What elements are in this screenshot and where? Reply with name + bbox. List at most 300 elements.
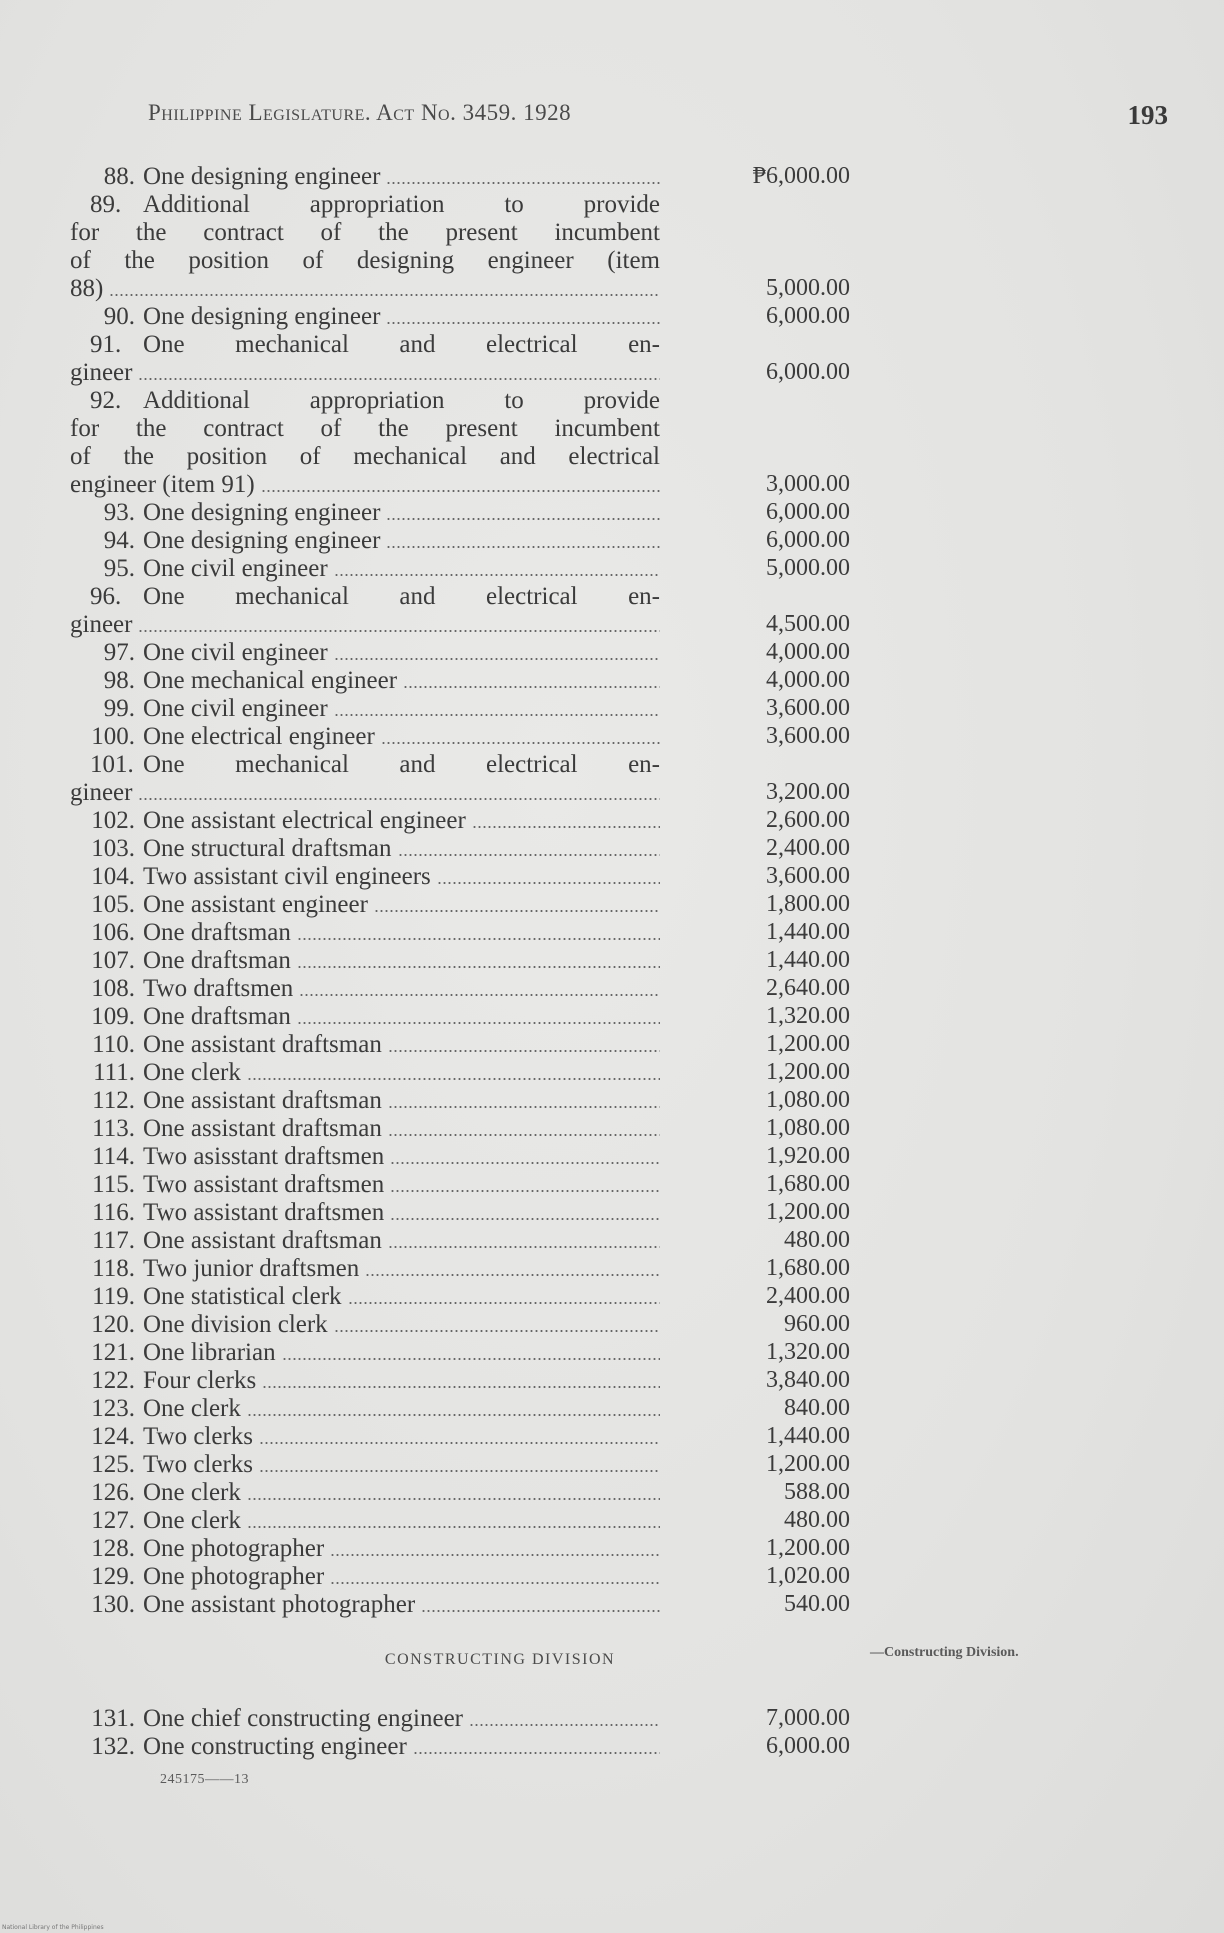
item-line [70,1003,660,1031]
item-text: One photographer [143,1563,325,1590]
item-description [70,835,660,863]
item-text: One clerk [143,1479,241,1506]
item-line [70,611,660,639]
item-description [70,807,660,835]
dot-leader [330,1554,660,1556]
dot-leader [247,1414,660,1416]
item-description [70,1199,660,1227]
item-line [70,443,660,471]
item-text: Two clerks [143,1451,254,1478]
appropriation-item [0,863,1224,891]
item-amount: 3,600.00 [766,863,850,889]
item-text: Two clerks [143,1423,254,1450]
margin-note: —Constructing Division. [870,1645,1019,1660]
item-amount: 5,000.00 [766,555,850,581]
item-number: 117. [92,1227,135,1254]
item-description [70,555,660,583]
item-text: Two assistant draftsmen [143,1199,385,1226]
item-number: 98. [103,667,135,694]
item-amount: 1,800.00 [766,891,850,917]
item-line [70,667,660,695]
item-description [70,1143,660,1171]
item-amount: 1,080.00 [766,1087,850,1113]
item-description [70,583,660,639]
item-line [70,947,660,975]
dot-leader [261,490,660,492]
item-amount: 840.00 [784,1395,850,1421]
item-number: 112. [92,1087,135,1114]
appropriation-item [0,1367,1224,1395]
item-amount: 1,440.00 [766,947,850,973]
item-line [70,163,660,191]
dot-leader [247,1526,660,1528]
item-description [70,163,660,191]
appropriation-item [0,639,1224,667]
item-amount: 3,600.00 [766,723,850,749]
item-line [70,1507,660,1535]
running-head: Philippine Legislature. Act No. 3459. 1928 [148,100,572,125]
item-number: 113. [92,1115,135,1142]
item-description [70,1087,660,1115]
item-description [70,191,660,303]
appropriation-item [0,1227,1224,1255]
item-line [70,1563,660,1591]
item-number: 126. [91,1479,135,1506]
item-text: One assistant draftsman [143,1227,382,1254]
item-text: 88) [70,275,104,302]
item-text: One draftsman [143,947,291,974]
item-text: One assistant electrical engineer [143,807,466,834]
appropriation-item [0,1733,1224,1761]
item-number: 127. [91,1507,135,1534]
dot-leader [413,1752,660,1754]
appropriation-item [0,191,1224,303]
item-line [70,1423,660,1451]
item-description [70,1705,660,1733]
item-text: One mechanical and electrical en- [143,331,660,358]
item-line [70,1705,660,1733]
item-amount: 1,320.00 [766,1003,850,1029]
dot-leader [469,1724,660,1726]
item-number: 96. [90,583,122,610]
appropriation-item [0,891,1224,919]
item-number: 125. [91,1451,135,1478]
item-amount: 1,200.00 [766,1031,850,1057]
item-text: gineer [70,359,133,386]
item-line [70,1143,660,1171]
item-description [70,1059,660,1087]
item-number: 106. [91,919,135,946]
item-line [70,387,660,415]
item-amount: ₱6,000.00 [752,163,850,189]
item-description [70,1031,660,1059]
item-amount: 1,680.00 [766,1171,850,1197]
item-number: 104. [91,863,135,890]
item-line [70,723,660,751]
item-description [70,975,660,1003]
item-number: 100. [91,723,135,750]
appropriation-item [0,835,1224,863]
item-text: One assistant photographer [143,1591,416,1618]
item-line [70,835,660,863]
item-number: 89. [90,191,122,218]
item-text: One chief constructing engineer [143,1705,464,1732]
item-text: Four clerks [143,1367,257,1394]
item-number: 92. [90,387,122,414]
item-amount: 1,020.00 [766,1563,850,1589]
dot-leader [403,686,660,688]
item-description [70,947,660,975]
appropriation-item [0,1705,1224,1733]
dot-leader [138,378,660,380]
item-amount: 480.00 [784,1227,850,1253]
item-description [70,1339,660,1367]
dot-leader [388,1246,660,1248]
item-description [70,499,660,527]
item-text: Two draftsmen [143,975,294,1002]
dot-leader [348,1302,660,1304]
item-number: 116. [92,1199,135,1226]
dot-leader [390,1190,660,1192]
item-number: 128. [91,1535,135,1562]
dot-leader [247,1078,660,1080]
appropriation-item [0,163,1224,191]
dot-leader [386,518,660,520]
item-number: 103. [91,835,135,862]
item-line [70,1311,660,1339]
item-amount: 6,000.00 [766,527,850,553]
item-description [70,1395,660,1423]
appropriation-item [0,1507,1224,1535]
item-text: One assistant engineer [143,891,368,918]
item-line [70,919,660,947]
appropriation-item [0,723,1224,751]
item-text: engineer (item 91) [70,471,255,498]
item-description [70,1535,660,1563]
item-number: 93. [103,499,135,526]
item-amount: 1,440.00 [766,919,850,945]
item-amount: 1,680.00 [766,1255,850,1281]
item-line [70,1283,660,1311]
item-number: 124. [91,1423,135,1450]
dot-leader [247,1498,660,1500]
item-description [70,303,660,331]
item-number: 118. [92,1255,135,1282]
item-line [70,1087,660,1115]
item-amount: 3,200.00 [766,779,850,805]
item-number: 108. [91,975,135,1002]
appropriation-item [0,1591,1224,1619]
appropriation-item [0,1255,1224,1283]
item-number: 130. [91,1591,135,1618]
item-line [70,275,660,303]
item-text: One mechanical and electrical en- [143,583,660,610]
item-amount: 2,400.00 [766,835,850,861]
item-line [70,863,660,891]
appropriation-item [0,1087,1224,1115]
dot-leader [138,798,660,800]
item-amount: 1,200.00 [766,1535,850,1561]
item-number: 115. [92,1171,135,1198]
item-text: One designing engineer [143,527,381,554]
item-number: 123. [91,1395,135,1422]
dot-leader [109,294,660,296]
dot-leader [398,854,660,856]
item-line [70,1227,660,1255]
item-line [70,191,660,219]
appropriation-item [0,1535,1224,1563]
item-description [70,1227,660,1255]
item-amount: 3,000.00 [766,471,850,497]
appropriation-item [0,1003,1224,1031]
dot-leader [388,1050,660,1052]
item-description [70,639,660,667]
dot-leader [334,1330,660,1332]
item-text: for the contract of the present incumbent [70,415,660,442]
dot-leader [259,1470,660,1472]
item-description [70,695,660,723]
item-amount: 2,400.00 [766,1283,850,1309]
item-text: One statistical clerk [143,1283,342,1310]
item-number: 97. [103,639,135,666]
appropriation-item [0,583,1224,639]
appropriation-item [0,751,1224,807]
dot-leader [386,546,660,548]
item-line [70,1733,660,1761]
item-number: 131. [91,1705,135,1732]
dot-leader [365,1274,660,1276]
item-line [70,303,660,331]
item-line [70,583,660,611]
item-line [70,751,660,779]
item-line [70,359,660,387]
dot-leader [390,1162,660,1164]
item-line [70,1059,660,1087]
dot-leader [334,658,660,660]
item-description [70,1255,660,1283]
item-line [70,331,660,359]
item-text: gineer [70,779,133,806]
item-text: Additional appropriation to provide [143,191,660,218]
item-description [70,1591,660,1619]
item-number: 132. [91,1733,135,1760]
item-text: One draftsman [143,1003,291,1030]
item-amount: 3,600.00 [766,695,850,721]
item-description [70,1311,660,1339]
item-text: Two junior draftsmen [143,1255,360,1282]
item-text: One civil engineer [143,695,328,722]
appropriation-item [0,303,1224,331]
item-amount: 6,000.00 [766,303,850,329]
item-amount: 1,200.00 [766,1199,850,1225]
appropriation-item [0,387,1224,499]
item-description [70,1563,660,1591]
item-line [70,499,660,527]
item-description [70,919,660,947]
dot-leader [472,826,660,828]
item-number: 121. [91,1339,135,1366]
item-text: Two asisstant draftsmen [143,1143,385,1170]
item-line [70,1479,660,1507]
appropriation-item [0,1059,1224,1087]
item-line [70,1255,660,1283]
item-line [70,891,660,919]
item-number: 109. [91,1003,135,1030]
item-amount: 1,320.00 [766,1339,850,1365]
item-description [70,723,660,751]
item-amount: 4,000.00 [766,639,850,665]
item-number: 101. [90,751,134,778]
item-line [70,219,660,247]
item-line [70,1115,660,1143]
dot-leader [299,994,660,996]
item-text: Two assistant draftsmen [143,1171,385,1198]
item-text: One photographer [143,1535,325,1562]
item-amount: 5,000.00 [766,275,850,301]
dot-leader [334,574,660,576]
item-text: One clerk [143,1395,241,1422]
item-text: One designing engineer [143,303,381,330]
item-line [70,1339,660,1367]
page-number: 193 [1127,100,1168,130]
item-description [70,1283,660,1311]
item-amount: 1,920.00 [766,1143,850,1169]
item-text: for the contract of the present incumbent [70,219,660,246]
item-text: gineer [70,611,133,638]
dot-leader [262,1386,660,1388]
item-description [70,527,660,555]
dot-leader [390,1218,660,1220]
item-description [70,1479,660,1507]
item-number: 99. [103,695,135,722]
item-amount: 6,000.00 [766,499,850,525]
appropriation-item [0,555,1224,583]
dot-leader [297,938,660,940]
item-description [70,1171,660,1199]
item-line [70,1451,660,1479]
item-amount: 6,000.00 [766,1733,850,1759]
scan-credit: National Library of the Philippines [2,1924,104,1931]
item-amount: 588.00 [784,1479,850,1505]
item-line [70,415,660,443]
appropriation-item [0,1423,1224,1451]
item-amount: 960.00 [784,1311,850,1337]
item-text: One assistant draftsman [143,1115,382,1142]
dot-leader [282,1358,660,1360]
item-amount: 1,080.00 [766,1115,850,1141]
dot-leader [388,1106,660,1108]
item-number: 111. [93,1059,135,1086]
appropriation-item [0,1395,1224,1423]
item-number: 90. [103,303,135,330]
appropriation-item [0,807,1224,835]
item-line [70,471,660,499]
dot-leader [334,714,660,716]
item-number: 105. [91,891,135,918]
appropriation-item [0,1199,1224,1227]
item-number: 107. [91,947,135,974]
item-description [70,1003,660,1031]
item-number: 88. [103,163,135,190]
appropriation-item [0,331,1224,387]
item-line [70,807,660,835]
item-number: 95. [103,555,135,582]
item-number: 114. [92,1143,135,1170]
item-line [70,1171,660,1199]
item-description [70,1367,660,1395]
appropriation-item [0,1563,1224,1591]
item-description [70,751,660,807]
item-description [70,1733,660,1761]
item-amount: 480.00 [784,1507,850,1533]
item-description [70,667,660,695]
item-text: One clerk [143,1059,241,1086]
item-number: 122. [91,1367,135,1394]
appropriation-item [0,1311,1224,1339]
dot-leader [388,1134,660,1136]
dot-leader [330,1582,660,1584]
dot-leader [374,910,660,912]
item-amount: 6,000.00 [766,359,850,385]
item-line [70,1591,660,1619]
appropriation-item [0,919,1224,947]
dot-leader [421,1610,660,1612]
item-line [70,779,660,807]
item-number: 129. [91,1563,135,1590]
item-text: One designing engineer [143,163,381,190]
item-amount: 1,200.00 [766,1059,850,1085]
appropriation-item [0,527,1224,555]
item-text: Additional appropriation to provide [143,387,660,414]
item-number: 119. [92,1283,135,1310]
item-text: One assistant draftsman [143,1087,382,1114]
item-line [70,527,660,555]
item-text: One clerk [143,1507,241,1534]
item-line [70,639,660,667]
appropriation-item [0,695,1224,723]
page-header [148,100,1168,140]
item-text: One civil engineer [143,639,328,666]
printer-signature: 245175——13 [160,1772,249,1787]
dot-leader [437,882,660,884]
item-text: One designing engineer [143,499,381,526]
item-line [70,1535,660,1563]
appropriation-item [0,1031,1224,1059]
item-text: One mechanical engineer [143,667,398,694]
appropriation-item [0,1479,1224,1507]
appropriation-item [0,1115,1224,1143]
item-description [70,1451,660,1479]
item-text: One civil engineer [143,555,328,582]
item-amount: 4,500.00 [766,611,850,637]
item-description [70,863,660,891]
dot-leader [386,322,660,324]
item-description [70,1507,660,1535]
dot-leader [386,182,660,184]
item-line [70,1199,660,1227]
item-line [70,555,660,583]
item-amount: 4,000.00 [766,667,850,693]
item-text: One mechanical and electrical en- [143,751,660,778]
dot-leader [381,742,660,744]
appropriation-item [0,499,1224,527]
item-number: 120. [91,1311,135,1338]
item-number: 110. [92,1031,135,1058]
item-text: of the position of designing engineer (item [70,247,660,274]
item-line [70,1031,660,1059]
item-text: One assistant draftsman [143,1031,382,1058]
item-text: One electrical engineer [143,723,375,750]
